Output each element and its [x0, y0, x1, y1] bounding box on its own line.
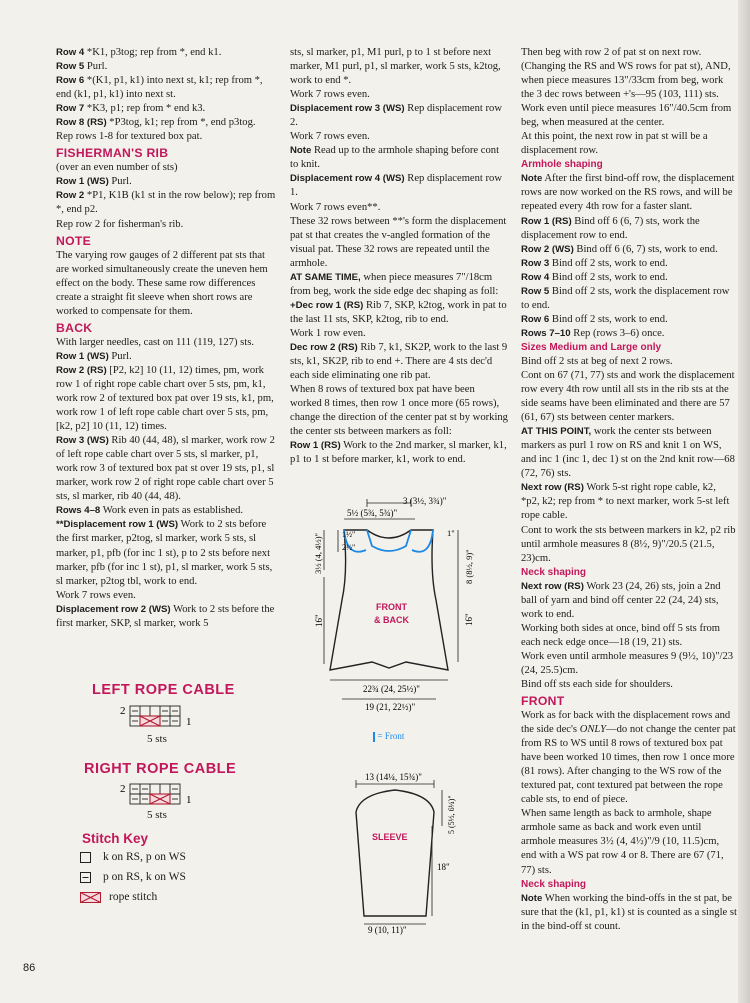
- right-rope-cable-title: RIGHT ROPE CABLE: [84, 761, 237, 777]
- instruction-row: Row 2 (RS) [P2, k2] 10 (11, 12) times, pm, work row 1 of right rope cable chart over 5 sts, pm, k1, work row 2 of textured box pat over 19 sts, k1, pm, work row 1 of left rope cable chart over 5 sts, pm, [k2, p2] 10 (11, 12) times.: [56, 364, 274, 433]
- right-rope-cable-chart: [118, 781, 198, 811]
- rope-stitch-symbol: [140, 716, 160, 726]
- sizes-heading: Sizes Medium and Large only: [521, 341, 662, 353]
- left-chart-width: 5 sts: [147, 733, 167, 745]
- rope-stitch-icon: [80, 892, 101, 903]
- instruction-row: Row 2 *P1, K1B (k1 st in the row below); rep from *, end p2.: [56, 190, 276, 216]
- instruction-row: Rows 4–8 Work even in pats as established.: [56, 505, 244, 517]
- instruction-row: AT SAME TIME, when piece measures 7"/18cm from beg, work the side edge dec shaping as foll:: [290, 271, 499, 297]
- chest-width-label: 19 (21, 22½)": [365, 702, 416, 712]
- page-binding-edge: [738, 0, 750, 1003]
- body-label-back: & BACK: [374, 615, 409, 625]
- neck-depth-back-label: 1": [447, 528, 455, 538]
- instruction-row: Displacement row 2 (WS) Work to 2 sts before the first marker, SKP, sl marker, work 5: [56, 603, 275, 629]
- instruction-text: Cont to work the sts between markers in k2, p2 rib until armhole measures 8 (8½, 9)"/20.5 (21.5, 23)cm.: [521, 524, 736, 564]
- hem-width-label: 22¾ (24, 25½)": [363, 684, 420, 694]
- instruction-row: Row 5 Purl.: [56, 61, 108, 73]
- instruction-text: Work 1 row even.: [290, 327, 366, 339]
- instruction-text: Working both sides at once, bind off 5 sts from each neck edge once—18 (19, 21) sts.: [521, 622, 721, 648]
- instruction-text: Bind off sts each side for shoulders.: [521, 678, 673, 690]
- left-rope-cable-title: LEFT ROPE CABLE: [92, 682, 235, 698]
- key-item-purl: p on RS, k on WS: [80, 871, 186, 883]
- armhole-depth-label: 8 (8½, 9)": [464, 549, 474, 584]
- instruction-row: Row 3 (WS) Rib 40 (44, 48), sl marker, work row 2 of left rope cable chart over 5 sts, sl marker, p1, work row 3 of textured box pat st over 19 sts, p1, sl marker, work row 2 of right rope cable chart over 5 sts, sl marker, rib 40 (44, 48).: [56, 435, 275, 503]
- note-text: The varying row gauges of 2 different pat sts that are worked simultaneously create the uneven hem effect on the body. These same row differences create a straight fit sleeve when short rows are worked to compensate for them.: [56, 249, 268, 317]
- instruction-row: Rows 7–10 Rep (rows 3–6) once.: [521, 327, 665, 339]
- instruction-row: Next row (RS) Work 23 (24, 26) sts, join a 2nd ball of yarn and bind off center 22 (24, 24) sts, work to end.: [521, 580, 721, 620]
- neck-shaping-heading-front: Neck shaping: [521, 878, 587, 890]
- key-item-rope: rope stitch: [80, 891, 157, 903]
- cuff-width-label: 9 (10, 11)": [368, 925, 407, 935]
- back-heading: BACK: [56, 320, 93, 335]
- left-rope-cable-chart: [118, 703, 198, 733]
- stitch-key-title: Stitch Key: [82, 831, 149, 846]
- chart-row-number: 2: [120, 705, 126, 717]
- instruction-text: Work 7 rows even.: [290, 89, 370, 101]
- instruction-text: When same length as back to armhole, shape armhole same as back and work even until armhole measures 3½ (4, 4½)"/9 (10, 11.5)cm, end with a WS pat row 4 or 8. There are 67 (71, 77) sts.: [521, 808, 724, 876]
- instruction-text: Work 7 rows even.: [290, 131, 370, 143]
- sleeve-top-label: 13 (14¼, 15¾)": [365, 772, 422, 782]
- instruction-row: **Displacement row 1 (WS) Work to 2 sts before the first marker, p2tog, sl marker, work 5 sts, sl marker, p1, pfb (for inc 1 st), p to 2 sts before next marker, pfb (for inc 1 st), p1, sl marker, work 5 sts, sl marker, p2tog tbl, work to end.: [56, 519, 273, 587]
- instruction-text: Rep row 2 for fisherman's rib.: [56, 218, 184, 230]
- instruction-text: Work 7 rows even**.: [290, 201, 381, 213]
- instruction-text: When 8 rows of textured box pat have been worked 8 times, then row 1 once more (65 rows), change the direction of the center pat st by working the center sts between markers as foll:: [290, 384, 508, 438]
- instruction-text: Work as for back with the displacement rows and the side dec's ONLY—do not change the center pat from RS to WS until 8 rows of textured box pat have been worked 10 times, then row 1 once more (81 rows). After changing to the WS row of the textured pat, cont textured pat between the rope cable sts, to end of piece.: [521, 710, 736, 806]
- body-label-front: FRONT: [376, 602, 407, 612]
- length-right-label: 16": [464, 613, 474, 626]
- instruction-row: Row 1 (WS) Purl.: [56, 350, 132, 362]
- instruction-row: +Dec row 1 (RS) Rib 7, SKP, k2tog, work in pat to the last 11 sts, SKP, k2tog, rib to end.: [290, 299, 507, 325]
- knit-symbol-icon: [80, 852, 91, 863]
- shoulder-width-label: 5½ (5¾, 5¾)": [347, 508, 398, 518]
- front-back-schematic: [290, 492, 510, 714]
- instruction-text: At this point, the next row in pat st will be a displacement row.: [521, 131, 708, 157]
- neck-width-label: 3 (3½, 3¾)": [403, 496, 447, 506]
- column-3: [521, 46, 737, 934]
- instruction-row: Dec row 2 (RS) Rib 7, k1, SK2P, work to the last 9 sts, k1, SK2P, rib to end +. There are 4 sts dec'd each side eliminating one rib pat.: [290, 341, 508, 382]
- instruction-text: With larger needles, cast on 111 (119, 127) sts.: [56, 336, 254, 348]
- instruction-text: Work even until armhole measures 9 (9½, 10)"/23 (24, 25.5)cm.: [521, 650, 734, 676]
- front-legend-swatch: [373, 732, 375, 742]
- page-number: 86: [23, 962, 36, 974]
- sleeve-length-label: 18": [437, 862, 450, 872]
- instruction-row: Row 4 Bind off 2 sts, work to end.: [521, 271, 668, 283]
- instruction-row: Next row (RS) Work 5-st right rope cable, k2, *p2, k2; rep from * to next marker, work 5-st left rope cable.: [521, 482, 730, 522]
- chart-row-number: 1: [186, 794, 192, 806]
- instruction-row: Row 4 *K1, p3tog; rep from *, end k1.: [56, 47, 222, 58]
- instruction-row: Row 2 (WS) Bind off 6 (6, 7) sts, work to end.: [521, 243, 718, 255]
- column-1: [56, 46, 278, 631]
- purl-symbol-icon: [80, 872, 91, 883]
- right-chart-width: 5 sts: [147, 809, 167, 821]
- instruction-row: Row 6 *(K1, p1, k1) into next st, k1; rep from *, end (k1, p1, k1) into next st.: [56, 75, 263, 101]
- cap-height-label: 5 (5½, 6¼)": [447, 795, 456, 834]
- front-armhole-label: 3½ (4, 4½)": [313, 532, 323, 574]
- sleeve-label: SLEEVE: [372, 832, 408, 842]
- instruction-row: Row 6 Bind off 2 sts, work to end.: [521, 313, 668, 325]
- fishermans-rib-heading: FISHERMAN'S RIB: [56, 146, 169, 161]
- instruction-text: Rep rows 1-8 for textured box pat.: [56, 131, 203, 143]
- instruction-row: Row 5 Bind off 2 sts, work the displacement row to end.: [521, 285, 730, 311]
- sleeve-schematic: [320, 766, 480, 936]
- instruction-row: Row 7 *K3, p1; rep from * end k3.: [56, 103, 206, 115]
- neck-depth-front-label: 1½": [342, 530, 356, 539]
- column-2: [290, 46, 508, 467]
- instruction-row: Displacement row 4 (WS) Rep displacement row 1.: [290, 173, 503, 199]
- neck-shaping-heading: Neck shaping: [521, 566, 587, 578]
- rope-stitch-symbol: [150, 794, 170, 804]
- instruction-text: (over an even number of sts): [56, 162, 178, 174]
- instruction-row: Row 1 (RS) Work to the 2nd marker, sl marker, k1, p1 to 1 st before marker, k1, work to end.: [290, 440, 507, 466]
- instruction-row: AT THIS POINT, work the center sts between markers as purl 1 row on RS and knit 1 on WS, and inc 1 (inc 1, dec 1) st on the 2nd knit row—68 (72, 76) sts.: [521, 426, 735, 480]
- instruction-text: Cont on 67 (71, 77) sts and work the displacement row every 4th row until all sts in the rib sts at the side seams have been eliminated and there are 57 (61, 67) sts between center markers.: [521, 369, 735, 424]
- chart-row-number: 1: [186, 716, 192, 728]
- neck-depth-front2-label: 2½": [342, 543, 356, 552]
- front-heading: FRONT: [521, 694, 565, 709]
- instruction-text: These 32 rows between **'s form the displacement pat st that creates the v-angled formation of the visual pat. These 32 rows are repeated until the armhole.: [290, 215, 507, 269]
- armhole-shaping-heading: Armhole shaping: [521, 159, 603, 171]
- instruction-row: Note When working the bind-offs in the st pat, be sure that the (k1, p1, k1) st is counted as a single st in the bind-off st count.: [521, 892, 737, 932]
- instruction-text: Bind off 2 sts at beg of next 2 rows.: [521, 355, 673, 367]
- instruction-text: Then beg with row 2 of pat st on next row. (Changing the RS and WS rows for pat st), AND, when piece measures 13"/33cm from beg, work the 3 dec rows between +'s—95 (103, 111) sts. Work even until piece measures 16"/40.5cm from beg, when measured at the center.: [521, 47, 732, 129]
- instruction-row: Note Read up to the armhole shaping before cont to knit.: [290, 145, 500, 171]
- instruction-row: Row 1 (WS) Purl.: [56, 176, 132, 188]
- chart-row-number: 2: [120, 783, 126, 795]
- note-heading: NOTE: [56, 233, 92, 248]
- instruction-text: sts, sl marker, p1, M1 purl, p to 1 st before next marker, M1 purl, p1, sl marker, work 5 sts, k2tog, work to end *.: [290, 47, 501, 87]
- key-item-knit: k on RS, p on WS: [80, 851, 186, 863]
- instruction-row: Row 1 (RS) Bind off 6 (6, 7) sts, work the displacement row to end.: [521, 215, 700, 241]
- instruction-text: Work 7 rows even.: [56, 589, 136, 601]
- schematic-legend: = Front: [373, 731, 404, 742]
- instruction-row: Row 8 (RS) *P3tog, k1; rep from *, end p3tog.: [56, 117, 256, 129]
- instruction-row: Row 3 Bind off 2 sts, work to end.: [521, 257, 668, 269]
- instruction-row: Displacement row 3 (WS) Rep displacement row 2.: [290, 103, 503, 129]
- length-left-label: 16": [314, 614, 324, 627]
- instruction-row: Note After the first bind-off row, the displacement rows are now worked on the RS rows, and will be repeated every 4th row for a faster slant.: [521, 173, 735, 213]
